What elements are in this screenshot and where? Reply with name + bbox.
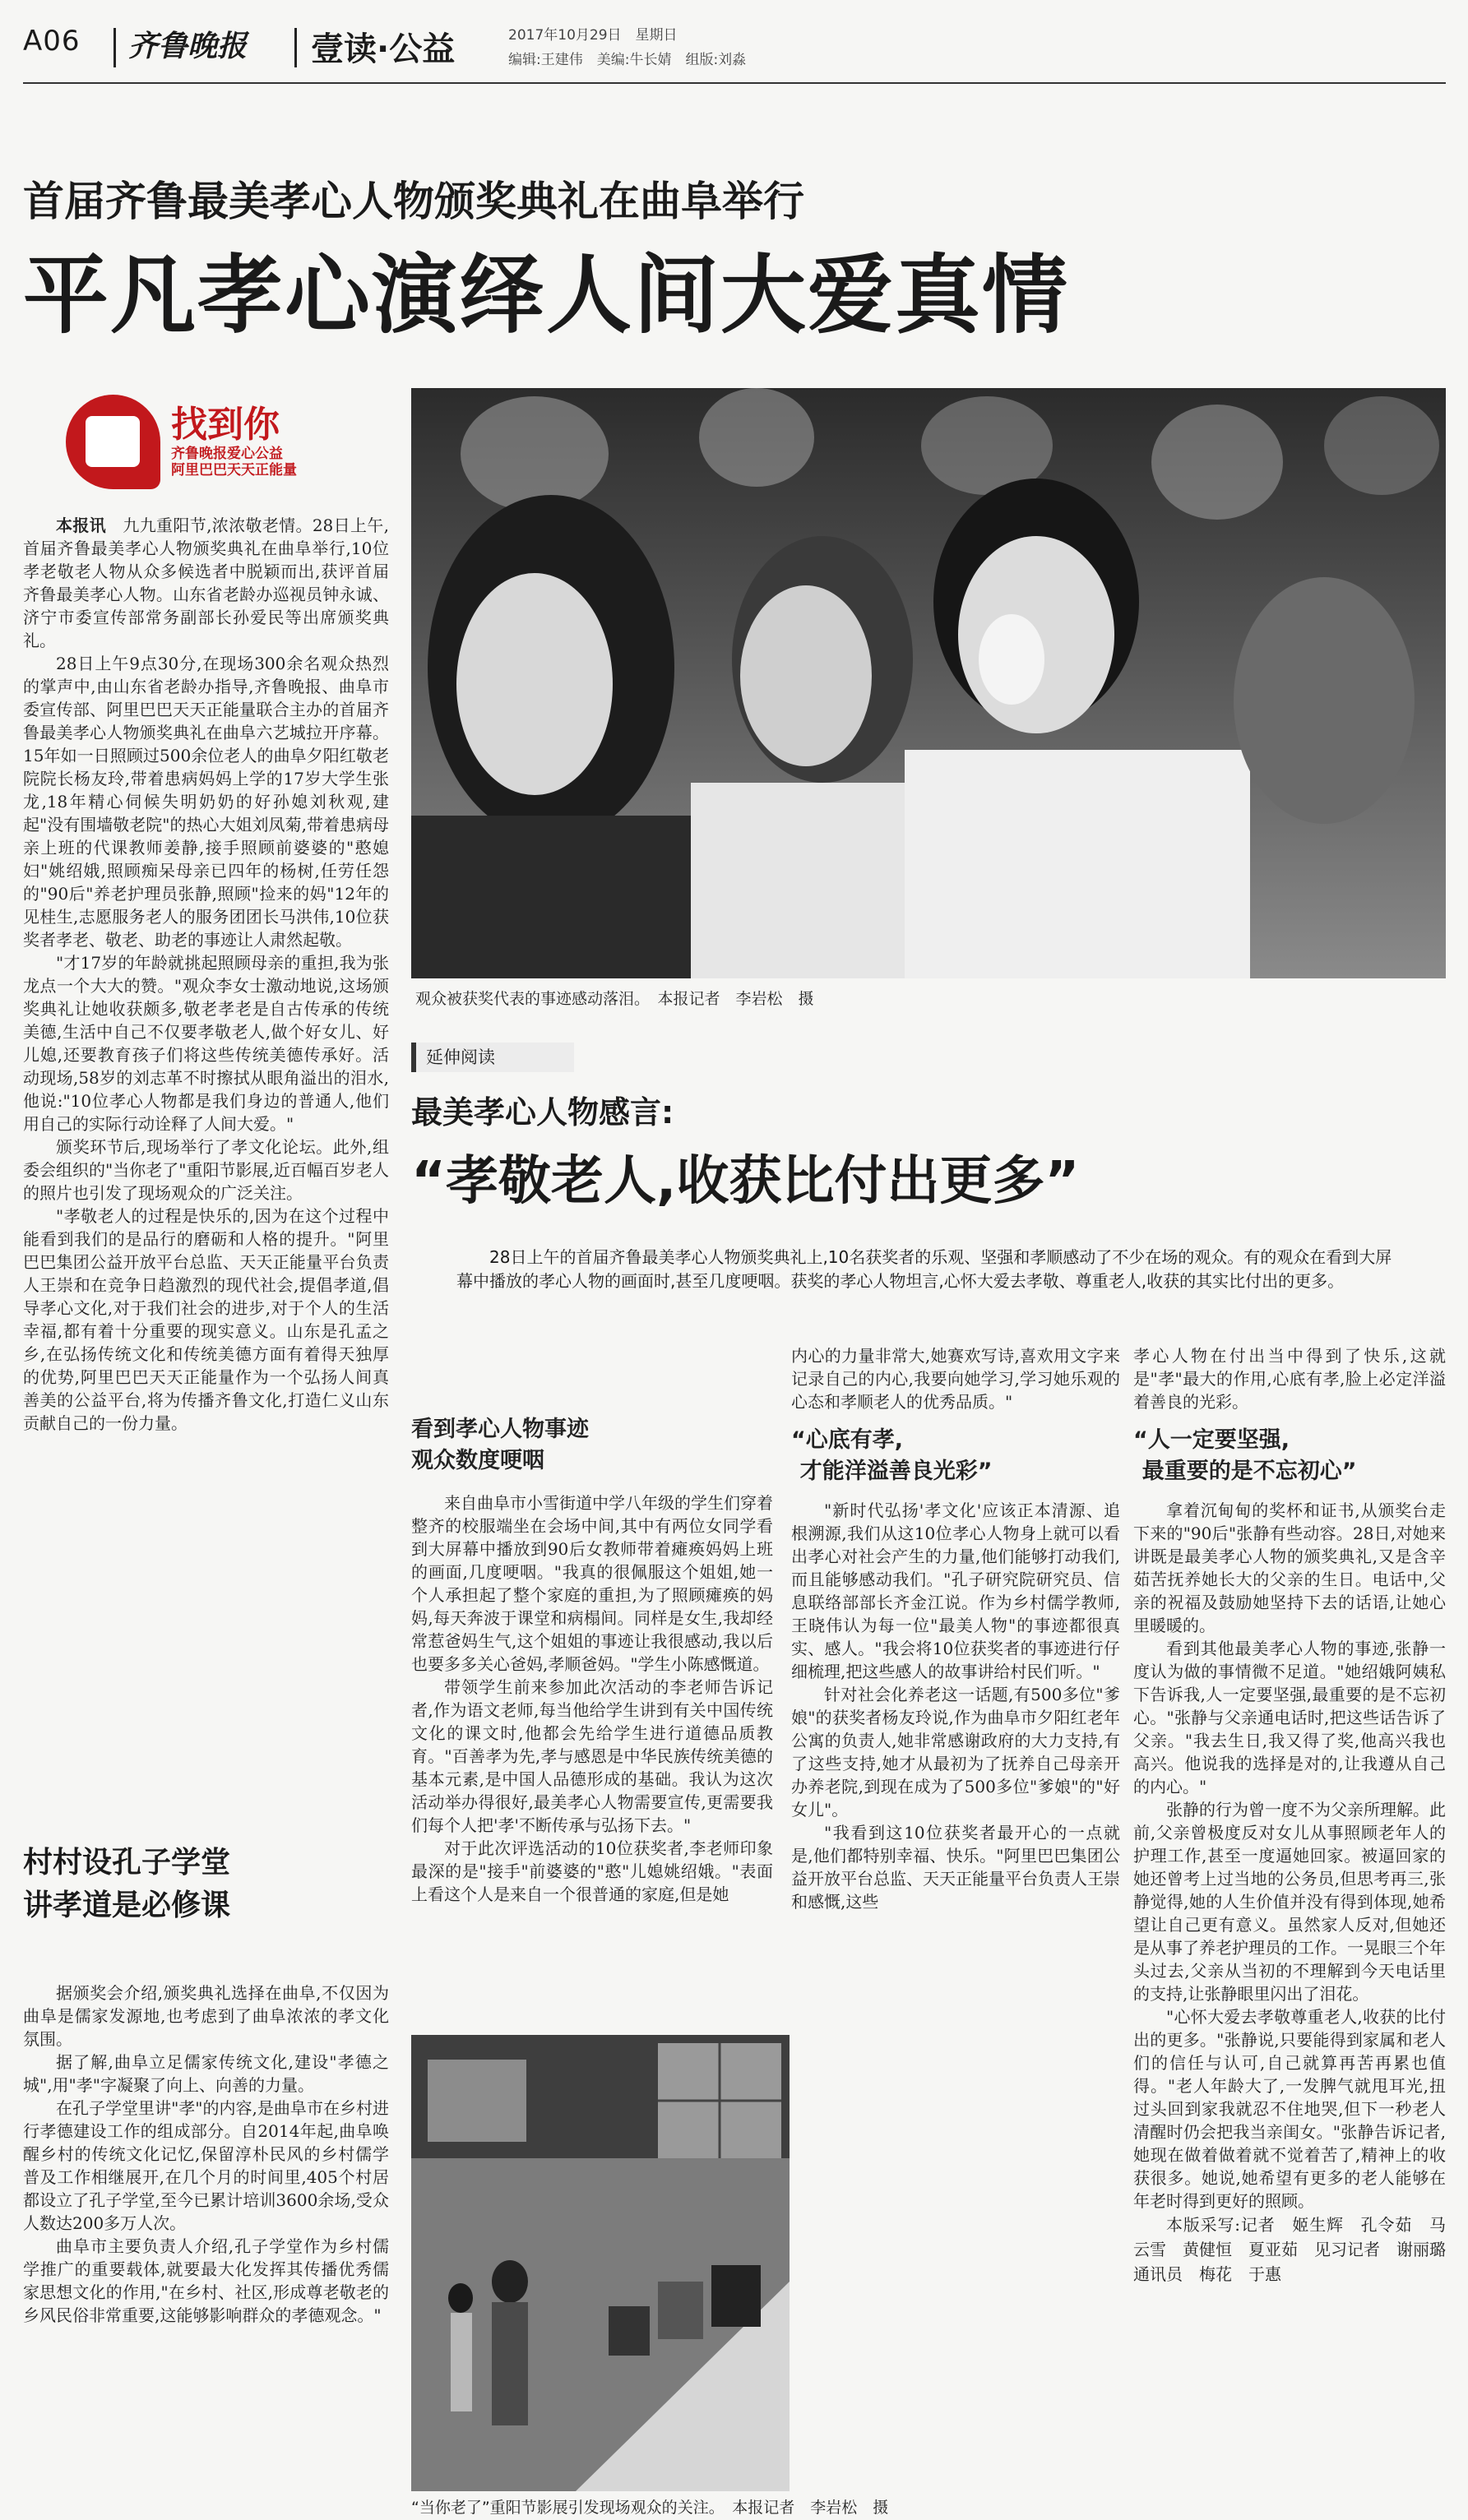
article-tag: 本报讯 <box>56 516 107 535</box>
article-paragraph: 28日上午9点30分,在现场300余名观众热烈的掌声中,由山东省老龄办指导,齐鲁晚报、曲阜市委宣传部、阿里巴巴天天正能量联合主办的首届齐鲁最美孝心人物颁奖典礼在曲阜六艺城拉开序幕。15年如一日照顾过500余位老人的曲阜夕阳红敬老院院长杨友玲,带着患病妈妈上学的17岁大学生张龙,18年精心伺候失明奶奶的好孙媳刘秋观,建起"没有围墙敬老院"的热心大姐刘凤菊,带着患病母亲上班的代课教师姜静,接手照顾前婆婆的"憨媳妇"姚绍娥,照顾痴呆母亲已四年的杨树,任劳任怨的"90后"养老护理员张静,照顾"捡来的妈"12年的见桂生,志愿服务老人的服务团团长马洪伟,10位获奖者孝老、敬老、助老的事迹让人肃然起敬。 <box>23 654 389 950</box>
extended-reading-tab: 延伸阅读 <box>411 1043 574 1072</box>
masthead-divider <box>113 28 116 67</box>
logo-title: 找到你 <box>171 404 280 446</box>
article-paragraph: 曲阜市主要负责人介绍,孔子学堂作为乡村儒学推广的重要载体,就要最大化发挥其传播优秀儒家思想文化的作用,"在乡村、社区,形成尊老敬老的乡风民俗非常重要,这能够影响群众的孝德观念。" <box>23 2236 389 2325</box>
headline-main: 平凡孝心演绎人间大爱真情 <box>23 245 1070 345</box>
article-paragraph: 对于此次评选活动的10位获奖者,李老师印象最深的是"接手"前婆婆的"憨"儿媳姚绍娥。"表面上看这个人是来自一个很普通的家庭,但是她 <box>411 1838 773 1904</box>
article-paragraph: 拿着沉甸甸的奖杯和证书,从颁奖台走下来的"90后"张静有些动容。28日,对她来讲既是最美孝心人物的颁奖典礼,又是含辛茹苦抚养她长大的父亲的生日。电话中,父亲的祝福及鼓励她坚持下去的话语,让她心里暖暖的。 <box>1133 1500 1446 1635</box>
article-paragraph: 张静的行为曾一度不为父亲所理解。此前,父亲曾极度反对女儿从事照顾老年人的护理工作,甚至一度逼她回家。被逼回家的她还曾考上过当地的公务员,但思考再三,张静觉得,她的人生价值并没有得到体现,她希望让自己更有意义。虽然家人反对,但她还是从事了养老护理员的工作。一晃眼三个年头过去,父亲从当初的不理解到今天电话里的支持,让张静眼里闪出了泪花。 <box>1133 1800 1446 2004</box>
date-line: 2017年10月29日 星期日 <box>508 27 678 44</box>
article-paragraph: 在孔子学堂里讲"孝"的内容,是曲阜市在乡村进行孝德建设工作的组成部分。自2014年起,曲阜唤醒乡村的传统文化记忆,保留淳朴民风的乡村儒学普及工作相继展开,在几个月的时间里,405个村居都设立了孔子学堂,至今已累计培训3600余场,受众人数达200多万人次。 <box>23 2098 389 2233</box>
photo-caption: “当你老了”重阳节影展引发现场观众的关注。 本报记者 李岩松 摄 <box>411 2499 889 2517</box>
article-paragraph: 内心的力量非常大,她赛欢写诗,喜欢用文字来记录自己的内心,我要向她学习,学习她乐观的心态和孝顺老人的优秀品质。" <box>791 1346 1120 1412</box>
masthead <box>23 18 1446 76</box>
article-paragraph: 看到其他最美孝心人物的事迹,张静一度认为做的事情微不足道。"她绍娥阿姨私下告诉我,人一定要坚强,最重要的是不忘初心。"张静与父亲通电话时,把这些话告诉了父亲。"我去生日,我又得了奖,他高兴我也高兴。他说我的选择是对的,让我遵从自己的内心。" <box>1133 1639 1446 1796</box>
article-paragraph: 孝心人物在付出当中得到了快乐,这就是"孝"最大的作用,心底有孝,脸上必定洋溢着善良的光彩。 <box>1133 1346 1446 1412</box>
photo-caption: 观众被获奖代表的事迹感动落泪。 本报记者 李岩松 摄 <box>415 990 814 1008</box>
column-b <box>411 1414 773 1906</box>
page-number: A06 <box>23 25 81 58</box>
logo-subtitle: 齐鲁晚报爱心公益 阿里巴巴天天正能量 <box>171 446 297 479</box>
sidebar-heading: 村村设孔子学堂 讲孝道是必修课 <box>23 1846 231 1922</box>
article-paragraph: "孝敬老人的过程是快乐的,因为在这个过程中能看到我们的是品行的磨砺和人格的提升。"阿里巴巴集团公益开放平台总监、天天正能量平台负责人王崇和在竞争日趋激烈的现代社会,提倡孝道,倡导孝心文化,对于我们社会的进步,对于个人的生活幸福,都有着十分重要的现实意义。山东是孔孟之乡,在弘扬传统文化和传统美德方面有着得天独厚的优势,阿里巴巴天天正能量作为一个弘扬人间真善美的公益平台,将为传播齐鲁文化,打造仁义山东贡献自己的一份力量。 <box>23 1206 389 1433</box>
section-name: 壹读·公益 <box>311 30 456 68</box>
logo-face-icon <box>66 395 160 489</box>
article-paragraph: 据颁奖会介绍,颁奖典礼选择在曲阜,不仅因为曲阜是儒家发源地,也考虑到了曲阜浓浓的孝文化氛围。 <box>23 1983 389 2049</box>
section-heading: “人一定要坚强, 最重要的是不忘初心” <box>1133 1427 1357 1484</box>
masthead-rule <box>23 82 1446 84</box>
article-paragraph: 来自曲阜市小雪街道中学八年级的学生们穿着整齐的校服端坐在会场中间,其中有两位女同学看到大屏幕中播放到90后女教师带着瘫痪妈妈上班的画面,几度哽咽。"我真的很佩服这个姐姐,她一个人承担起了整个家庭的重担,为了照顾瘫痪的妈妈,每天奔波于课堂和病榻间。同样是女生,我却经常惹爸妈生气,这个姐姐的事迹让我很感动,我以后也要多多关心爸妈,孝顺爸妈。"学生小陈感慨道。 <box>411 1493 773 1674</box>
editors-line: 编辑:王建伟 美编:牛长婧 组版:刘淼 <box>508 52 747 68</box>
article-paragraph: 针对社会化养老这一话题,有500多位"爹娘"的获奖者杨友玲说,作为曲阜市夕阳红老年公寓的负责人,她非常感谢政府的大力支持,有了这些支持,她才从最初为了抚养自己母亲开办养老院,到现在成为了500多位"爹娘"的"好女儿"。 <box>791 1685 1120 1819</box>
article-paragraph: "才17岁的年龄就挑起照顾母亲的重担,我为张龙点一个大大的赞。"观众李女士激动地说,这场颁奖典礼让她收获颇多,敬老孝老是自古传承的传统美德,生活中自己不仅要孝敬老人,做个好女儿、好儿媳,还要教育孩子们将这些传统美德传承好。活动现场,58岁的刘志革不时擦拭从眼角溢出的泪水,他说:"10位孝心人物都是我们身边的普通人,他们用自己的实际行动诠释了人间大爱。" <box>23 953 389 1134</box>
column-c <box>791 1344 1120 1913</box>
audience-photo <box>411 388 1446 978</box>
article-paragraph: 据了解,曲阜立足儒家传统文化,建设"孝德之城",用"孝"字凝聚了向上、向善的力量。 <box>23 2052 389 2095</box>
article-paragraph: 带领学生前来参加此次活动的李老师告诉记者,作为语文老师,每当他给学生讲到有关中国传统文化的课文时,他都会先给学生进行道德品质教育。"百善孝为先,孝与感恩是中华民族传统美德的基本元素,是中国人品德形成的基础。我认为这次活动举办得很好,最美孝心人物需要宣传,更需要我们每个人把'孝'不断传承与弘扬下去。" <box>411 1677 773 1835</box>
headline-subtitle: 首届齐鲁最美孝心人物颁奖典礼在曲阜举行 <box>23 178 804 225</box>
extended-title: “孝敬老人,收获比付出更多” <box>411 1151 1080 1212</box>
masthead-divider <box>294 28 297 67</box>
section-heading: 看到孝心人物事迹 观众数度哽咽 <box>411 1417 589 1473</box>
extended-heading: 最美孝心人物感言: <box>411 1094 674 1131</box>
reporter-credits: 本版采写:记者 姬生辉 孔令茹 马云雪 黄健恒 夏亚茹 见习记者 谢丽璐 通讯员 梅花 于惠 <box>1133 2215 1462 2284</box>
extended-intro: 28日上午的首届齐鲁最美孝心人物颁奖典礼上,10名获奖者的乐观、坚强和孝顺感动了不少在场的观众。有的观众在看到大屏幕中播放的孝心人物的画面时,甚至几度哽咽。获奖的孝心人物坦言,心怀大爱去孝敬、尊重老人,收获的其实比付出的更多。 <box>456 1247 1392 1291</box>
section-heading: “心底有孝, 才能洋溢善良光彩” <box>791 1427 993 1484</box>
paper-name-logo: 齐鲁晚报 <box>128 29 248 63</box>
article-paragraph: "我看到这10位获奖者最开心的一点就是,他们都特别幸福、快乐。"阿里巴巴集团公益开放平台总监、天天正能量平台负责人王崇和感慨,这些 <box>791 1823 1120 1912</box>
article-paragraph: 颁奖环节后,现场举行了孝文化论坛。此外,组委会组织的"当你老了"重阳节影展,近百幅百岁老人的照片也引发了现场观众的广泛关注。 <box>23 1137 389 1203</box>
find-you-logo <box>66 395 321 497</box>
article-paragraph: "心怀大爱去孝敬尊重老人,收获的比付出的更多。"张静说,只要能得到家属和老人们的信任与认可,自己就算再苦再累也值得。"老人年龄大了,一发脾气就甩耳光,扭过头回到家我就忍不住地哭,但下一秒老人清醒时仍会把我当亲闺女。"张静告诉记者,她现在做着做着就不觉着苦了,精神上的收获很多。她说,她希望有更多的老人能够在年老时得到更好的照顾。 <box>1133 2007 1446 2211</box>
exhibition-photo <box>411 2035 790 2491</box>
article-paragraph: "新时代弘扬'孝文化'应该正本清源、追根溯源,我们从这10位孝心人物身上就可以看出孝心对社会产生的力量,他们能够打动我们,而且能够感动我们。"孔子研究院研究员、信息联络部部长齐金江说。作为乡村儒学教师,王晓伟认为每一位"最美人物"的事迹都很真实、感人。"我会将10位获奖者的事迹进行仔细梳理,把这些感人的故事讲给村民们听。" <box>791 1500 1120 1681</box>
column-d <box>1133 1344 1462 2286</box>
sidebar-body <box>23 1981 389 2327</box>
main-article-body: 本报讯 九九重阳节,浓浓敬老情。28日上午,首届齐鲁最美孝心人物颁奖典礼在曲阜举行,10位孝老敬老人物从众多候选者中脱颖而出,获评首届齐鲁最美孝心人物。山东省老龄办巡视员钟永诚、济宁市委宣传部常务副部长孙爱民等出席颁奖典礼。 28日上午9点30分,在现场300余名观众热烈的掌声中,由山东省老龄办指导,齐鲁晚报、曲阜市委宣传部、阿里巴巴天天正能量联合主办的首届齐鲁最美孝心人物颁奖典礼在曲阜六艺城拉开序幕。15年如一日照顾过500余位老人的曲阜夕阳红敬老院院长杨友玲,带着患病妈妈上学的17岁大学生张龙,18年精心伺候失明奶奶的好孙媳刘秋观,建起"没有围墙敬老院"的热心大姐刘凤菊,带着患病母亲上班的代课教师姜静,接手照顾前婆婆的"憨媳妇"姚绍娥,照顾痴呆母亲已四年的杨树,任劳任怨的"90后"养老护理员张静,照顾"捡来的妈"12年的见桂生,志愿服务老人的服务团团长马洪伟,10位获奖者孝老、敬老、助老的事迹让人肃然起敬。 "才17岁的年龄就挑起照顾母亲的重担,我为张龙点一个大大的赞。"观众李女士激动地说,这场颁奖典礼让她收获颇多,敬老孝老是自古传承的传统美德,生活中自己不仅要孝敬老人,做个好女儿、好儿媳,还要教育孩子们将这些传统美德传承好。活动现场,58岁的刘志革不时擦拭从眼角溢出的泪水,他说:"10位孝心人物都是我们身边的普通人,他们用自己的实际行动诠释了人间大爱。" 颁奖环节后,现场举行了孝文化论坛。此外,组委会组织的"当你老了"重阳节影展,近百幅百岁老人的照片也引发了现场观众的广泛关注。 "孝敬老人的过程是快乐的,因为在这个过程中能看到我们的是品行的磨砺和人格的提升。"阿里巴巴集团公益开放平台总监、天天正能量平台负责人王崇和在竞争日趋激烈的现代社会,提倡孝道,倡导孝心文化,对于我们社会的进步,对于个人的生活幸福,都有着十分重要的现实意义。山东是孔孟之乡,在弘扬传统文化和传统美德方面有着得天独厚的优势,阿里巴巴天天正能量作为一个弘扬人间真善美的公益平台,将为传播齐鲁文化,打造仁义山东贡献自己的一份力量。 <box>23 516 390 1433</box>
